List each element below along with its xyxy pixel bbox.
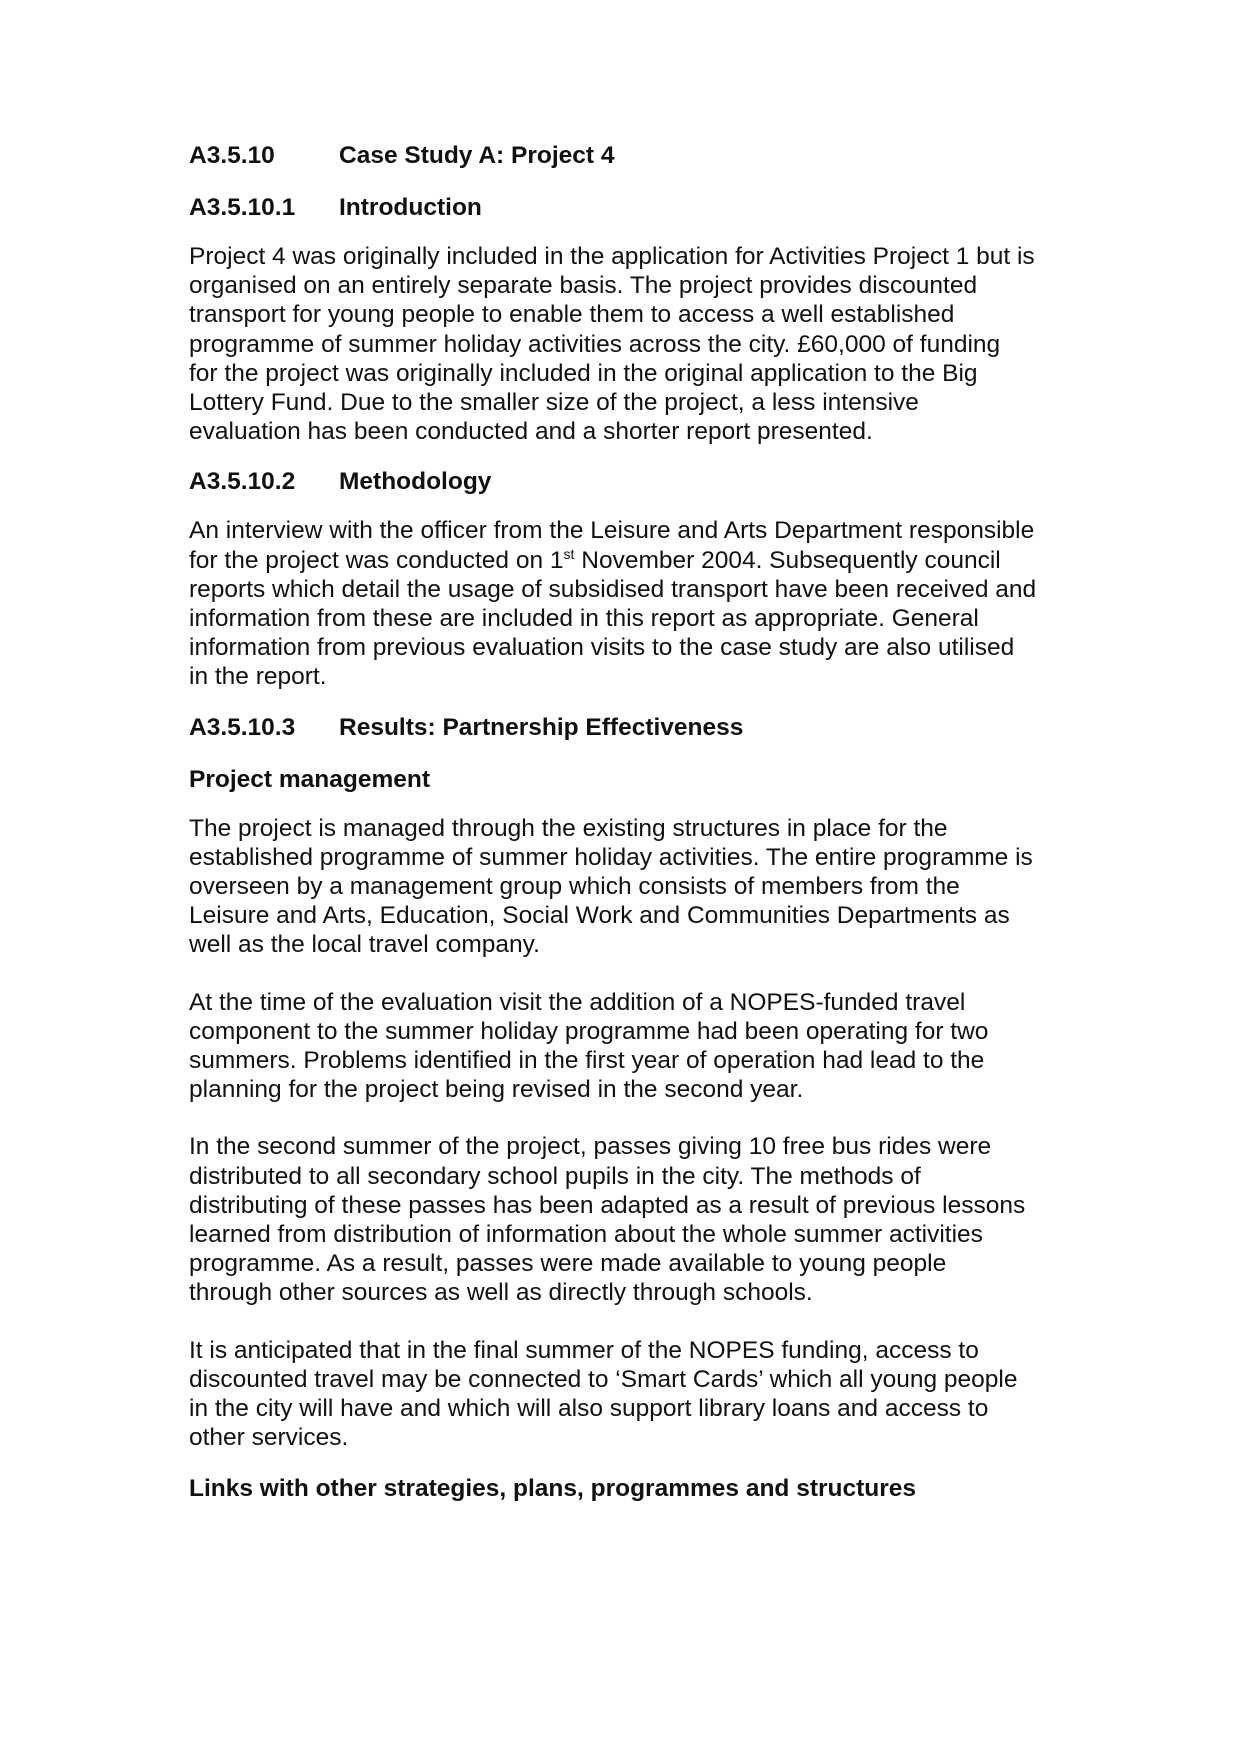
final-summer-paragraph (189, 1336, 1089, 1453)
document-page (189, 140, 1089, 1505)
text-line: information from these are included in this report as appropriate. General (189, 605, 979, 633)
introduction-paragraph (189, 242, 1089, 446)
text-line: programme. As a result, passes were made available to young people (189, 1250, 947, 1278)
text-line: distributed to all secondary school pupils in the city. The methods of (189, 1162, 921, 1190)
section-number: A3.5.10.3 (189, 713, 296, 741)
section-number: A3.5.10.2 (189, 468, 296, 496)
text-line: Project 4 was originally included in the application for Activities Project 1 but is (189, 243, 1035, 270)
text-line: At the time of the evaluation visit the addition of a NOPES-funded travel (189, 988, 966, 1016)
text-line: In the second summer of the project, passes giving 10 free bus rides were (189, 1133, 992, 1161)
text-line: established programme of summer holiday activities. The entire programme is (189, 843, 1033, 871)
text-line: reports which detail the usage of subsidised transport have been received and (189, 575, 1037, 603)
text-line: The project is managed through the existing structures in place for the (189, 814, 948, 842)
text-line: planning for the project being revised in the second year. (189, 1076, 804, 1104)
text-line: component to the summer holiday programme had been operating for two (189, 1017, 989, 1045)
text-fragment: for the project was conducted on 1 (189, 546, 564, 574)
section-title: Case Study A: Project 4 (339, 142, 615, 169)
text-line (189, 546, 1089, 575)
text-line: distributing of these passes has been adapted as a result of previous lessons (189, 1191, 1026, 1219)
text-line: information from previous evaluation visits to the case study are also utilised (189, 634, 1015, 662)
methodology-paragraph (189, 516, 1089, 691)
text-line: programme of summer holiday activities across the city. £60,000 of funding (189, 330, 1001, 358)
evaluation-paragraph (189, 988, 1089, 1105)
section-heading (189, 192, 1089, 224)
text-line: It is anticipated that in the final summer of the NOPES funding, access to (189, 1336, 979, 1364)
text-line: An interview with the officer from the Leisure and Arts Department responsible (189, 517, 1035, 545)
project-management-heading: Project management (189, 765, 430, 793)
section-heading (189, 712, 1089, 744)
second-summer-paragraph (189, 1132, 1089, 1307)
section-title: Introduction (339, 194, 482, 221)
text-line: Leisure and Arts, Education, Social Work and Communities Departments as (189, 902, 1010, 930)
text-line: overseen by a management group which consists of members from the (189, 873, 960, 901)
text-line: through other sources as well as directly through schools. (189, 1279, 813, 1307)
ordinal-suffix: st (563, 545, 575, 562)
section-heading (189, 466, 1089, 498)
text-fragment: November 2004. Subsequently council (574, 546, 1001, 574)
text-line: other services. (189, 1424, 349, 1452)
text-line: organised on an entirely separate basis. The project provides discounted (189, 272, 978, 300)
section-number: A3.5.10 (189, 142, 275, 169)
text-line: evaluation has been conducted and a shorter report presented. (189, 418, 873, 446)
project-management-paragraph (189, 814, 1089, 960)
section-title: Methodology (339, 468, 492, 496)
text-line: in the report. (189, 663, 327, 691)
text-line: well as the local travel company. (189, 931, 540, 959)
text-line: transport for young people to enable them to access a well established (189, 301, 955, 329)
text-line: learned from distribution of information about the whole summer activities (189, 1221, 983, 1249)
text-line: summers. Problems identified in the first year of operation had lead to the (189, 1047, 985, 1075)
text-line: in the city will have and which will also support library loans and access to (189, 1395, 989, 1423)
text-line: for the project was originally included in the original application to the Big (189, 359, 978, 387)
section-title: Results: Partnership Effectiveness (339, 713, 744, 741)
section-heading (189, 140, 1089, 172)
section-number: A3.5.10.1 (189, 194, 296, 221)
text-line: Lottery Fund. Due to the smaller size of the project, a less intensive (189, 389, 919, 417)
links-heading: Links with other strategies, plans, programmes and structures (189, 1474, 917, 1502)
text-line: discounted travel may be connected to ‘Smart Cards’ which all young people (189, 1365, 1018, 1393)
